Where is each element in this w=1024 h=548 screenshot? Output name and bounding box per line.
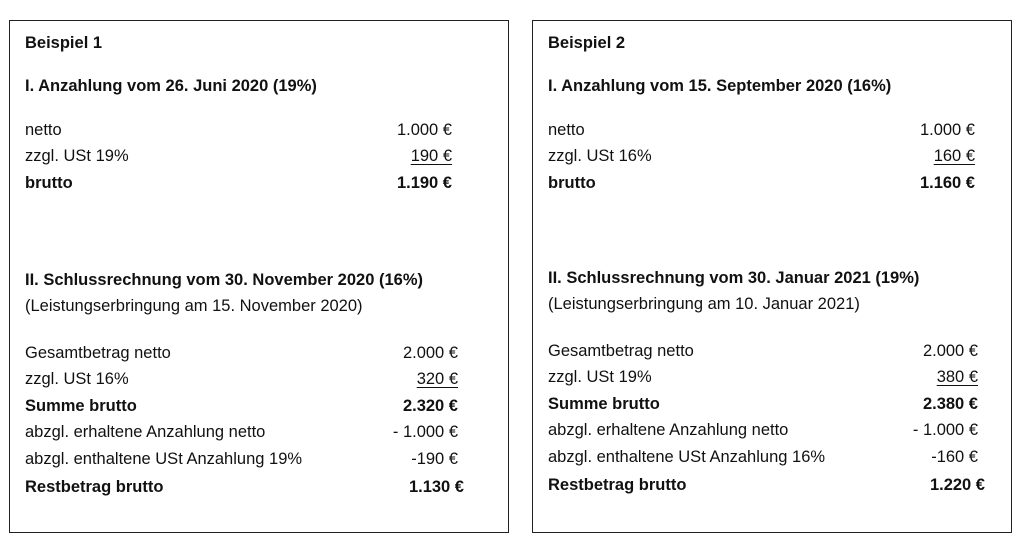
remaining-gross-value: 1.130 € [408,478,464,496]
deduct-vat-value: -160 € [931,448,978,466]
gross-label: brutto [25,174,73,192]
remaining-gross-value: 1.220 € [929,476,985,494]
example-title: Beispiel 2 [548,34,626,52]
net-value: 1.000 € [919,121,975,139]
net-label: netto [25,121,62,139]
example-1-panel [9,20,509,533]
total-net-label: Gesamtbetrag netto [548,342,694,360]
vat-label: zzgl. USt 16% [25,370,129,388]
gross-value: 1.190 € [396,174,452,192]
down-payment-heading: I. Anzahlung vom 26. Juni 2020 (19%) [25,77,317,95]
total-net-label: Gesamtbetrag netto [25,344,171,362]
net-value: 1.000 € [396,121,452,139]
deduct-down-payment-value: - 1.000 € [392,423,458,441]
deduct-vat-value: -190 € [411,450,458,468]
remaining-gross-label: Restbetrag brutto [25,478,164,496]
final-invoice-heading: II. Schlussrechnung vom 30. Januar 2021 (19%) [548,269,920,287]
gross-value: 1.160 € [919,174,975,192]
vat-value: 190 € [410,147,452,165]
deduct-down-payment-label: abzgl. erhaltene Anzahlung netto [548,421,789,439]
down-payment-heading: I. Anzahlung vom 15. September 2020 (16%) [548,77,892,95]
total-net-value: 2.000 € [922,342,978,360]
final-invoice-heading: II. Schlussrechnung vom 30. November 2020 (16%) [25,271,423,289]
final-invoice-subheading: (Leistungserbringung am 10. Januar 2021) [548,295,860,313]
total-net-value: 2.000 € [402,344,458,362]
deduct-down-payment-value: - 1.000 € [912,421,978,439]
deduct-vat-label: abzgl. enthaltene USt Anzahlung 16% [548,448,826,466]
example-title: Beispiel 1 [25,34,103,52]
vat-value: 320 € [416,370,458,388]
vat-value: 380 € [936,368,978,386]
final-invoice-subheading: (Leistungserbringung am 15. November 2020) [25,297,363,315]
gross-sum-value: 2.320 € [402,397,458,415]
deduct-vat-label: abzgl. enthaltene USt Anzahlung 19% [25,450,303,468]
vat-label: zzgl. USt 19% [25,147,129,165]
remaining-gross-label: Restbetrag brutto [548,476,687,494]
vat-value: 160 € [933,147,975,165]
net-label: netto [548,121,585,139]
deduct-down-payment-label: abzgl. erhaltene Anzahlung netto [25,423,266,441]
vat-label: zzgl. USt 19% [548,368,652,386]
example-2-panel [532,20,1012,533]
gross-sum-label: Summe brutto [25,397,137,415]
gross-sum-value: 2.380 € [922,395,978,413]
vat-label: zzgl. USt 16% [548,147,652,165]
gross-label: brutto [548,174,596,192]
gross-sum-label: Summe brutto [548,395,660,413]
